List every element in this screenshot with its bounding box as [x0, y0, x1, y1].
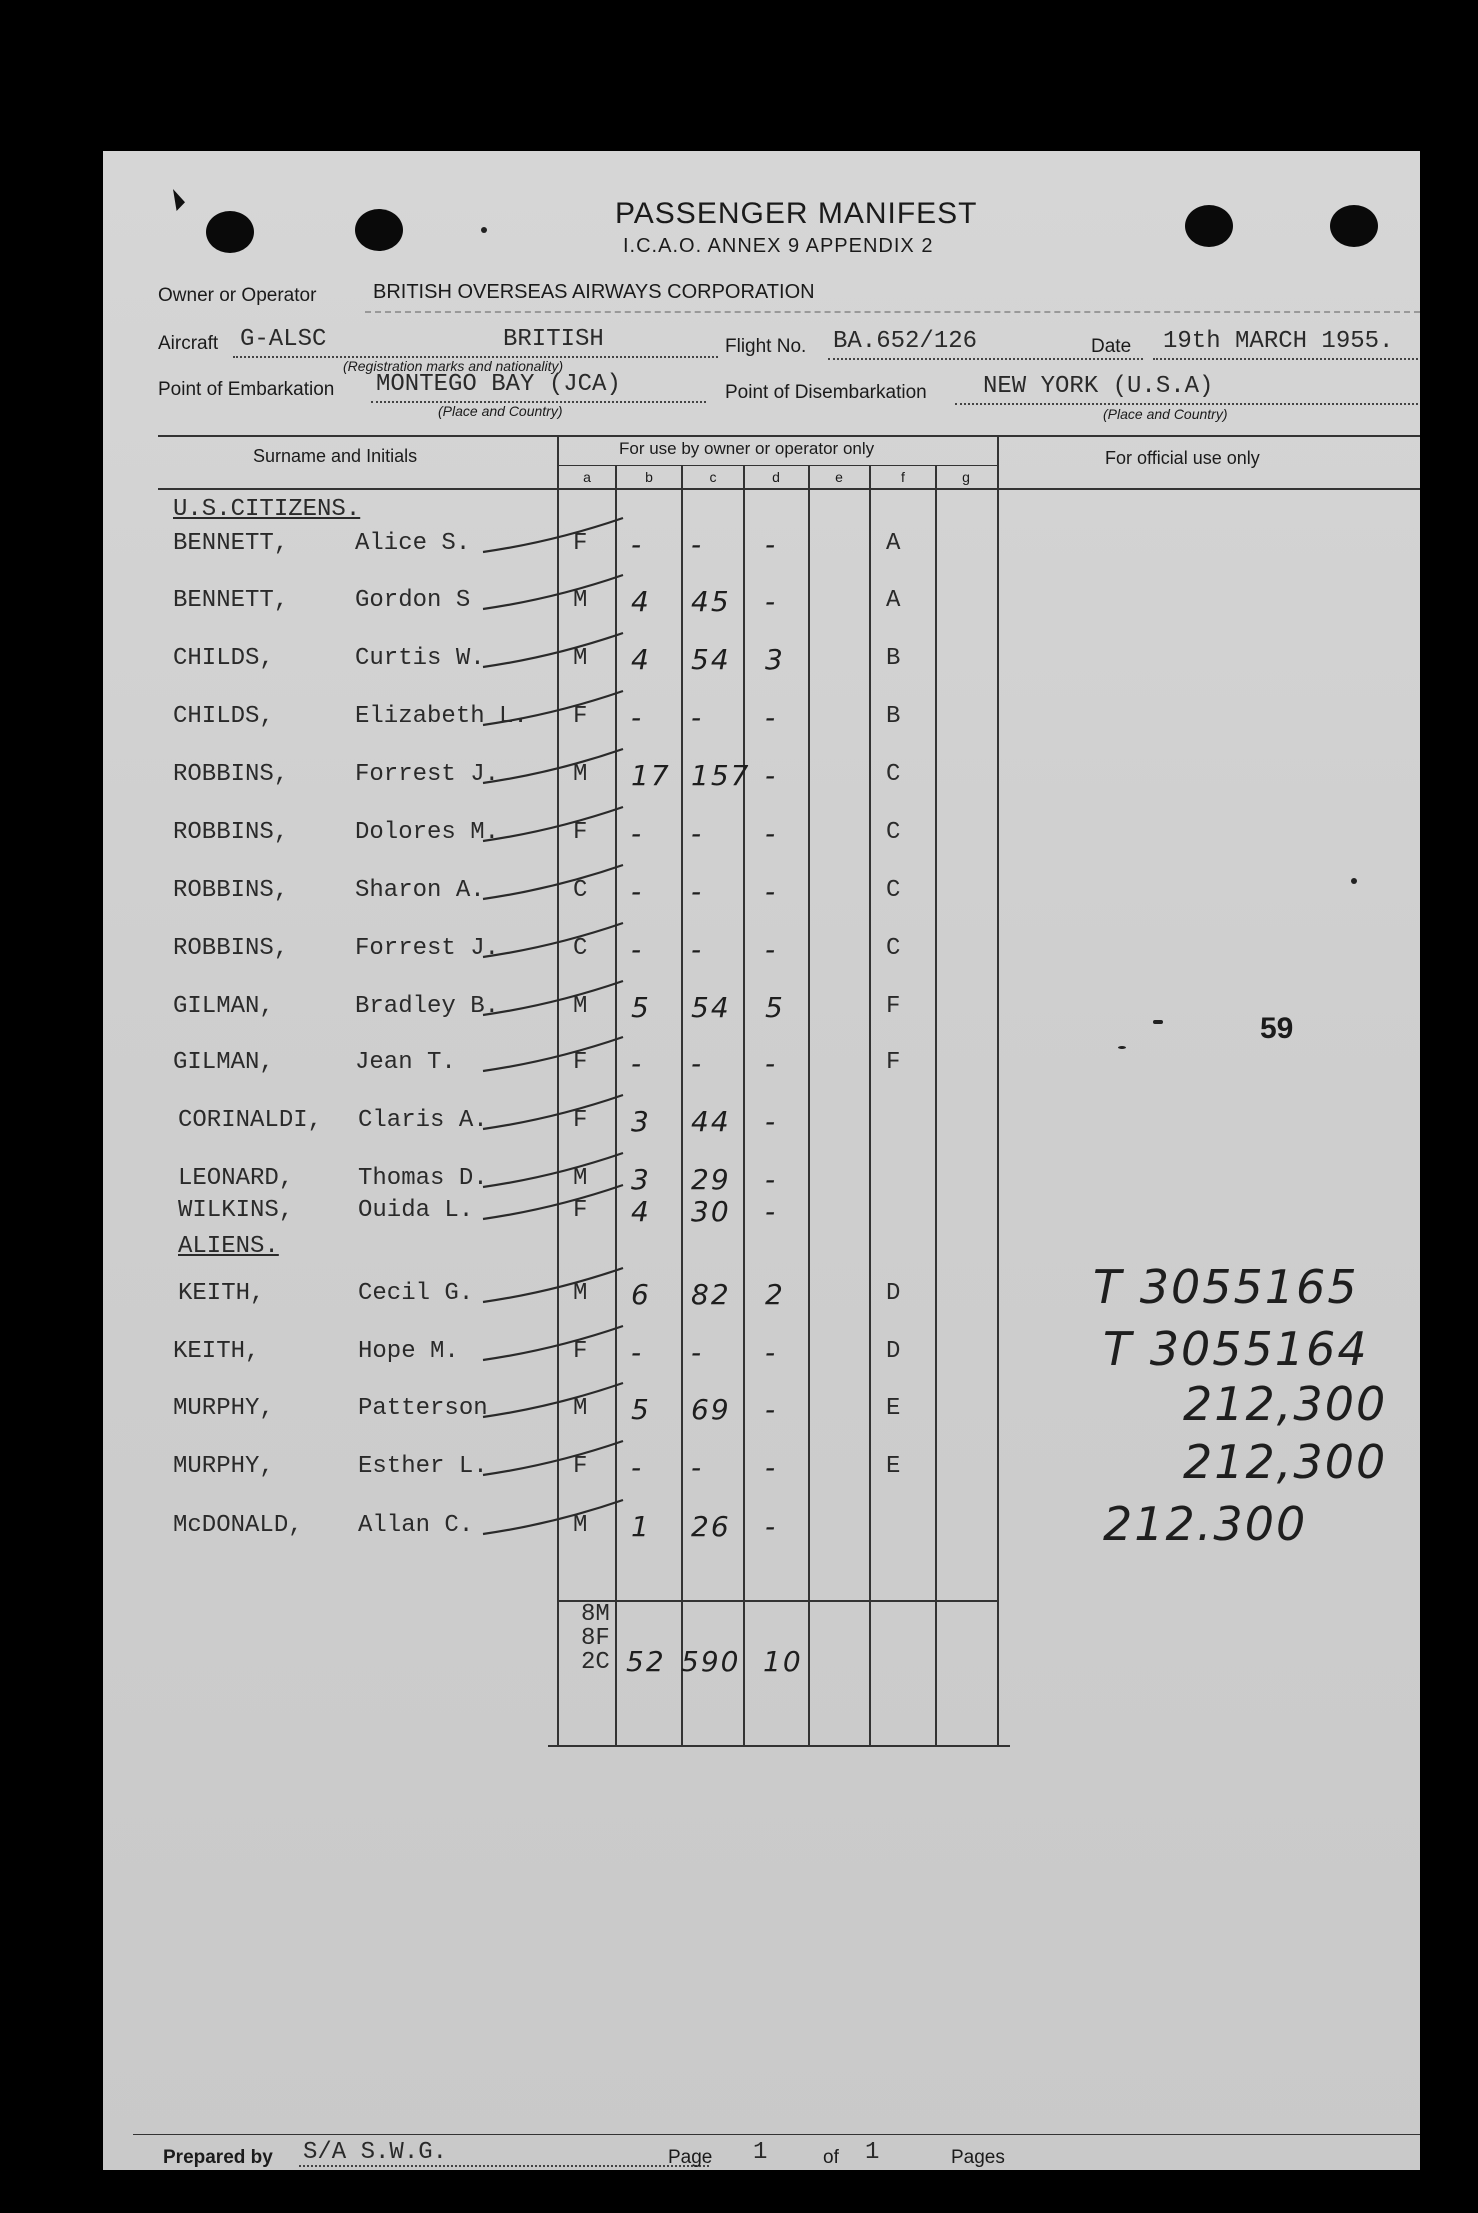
- row-col-d: -: [765, 701, 778, 734]
- page-title: PASSENGER MANIFEST: [615, 197, 978, 230]
- row-col-a: F: [573, 819, 588, 846]
- tick-stroke: [483, 1185, 623, 1219]
- row-col-c: 157: [691, 759, 751, 792]
- row-col-d: -: [765, 1510, 778, 1543]
- manifest-sheet: [103, 151, 1420, 2170]
- tick-stroke: [483, 1326, 623, 1360]
- row-col-d: -: [765, 1393, 778, 1426]
- tick-stroke: [483, 1268, 623, 1302]
- flight-label: Flight No.: [725, 336, 807, 357]
- row-col-a: F: [573, 1049, 588, 1076]
- row-col-f: B: [886, 645, 901, 672]
- row-given-name: Ouida L.: [358, 1197, 474, 1224]
- section-aliens: ALIENS.: [178, 1233, 279, 1260]
- row-col-a: C: [573, 877, 588, 904]
- tick-stroke: [483, 1037, 623, 1071]
- embark-note: (Place and Country): [438, 403, 563, 419]
- row-given-name: Forrest J.: [355, 761, 500, 788]
- pages-label: Pages: [951, 2147, 1005, 2168]
- tick-stroke: [483, 1500, 623, 1534]
- col-f-header: f: [901, 469, 905, 485]
- section-citizens: U.S.CITIZENS.: [173, 496, 361, 523]
- row-col-a: M: [573, 1395, 588, 1422]
- row-surname: KEITH,: [178, 1280, 265, 1307]
- tick-stroke: [483, 1095, 623, 1129]
- row-official-note: 212,300: [1183, 1377, 1388, 1431]
- row-given-name: Jean T.: [355, 1049, 456, 1076]
- row-col-b: 17: [631, 759, 671, 792]
- tick-stroke: [483, 749, 623, 783]
- total-a-male: 8M: [581, 1601, 610, 1628]
- row-given-name: Forrest J.: [355, 935, 500, 962]
- row-col-c: 26: [691, 1510, 731, 1543]
- row-col-b: 4: [631, 585, 651, 618]
- row-col-b: -: [631, 1047, 644, 1080]
- row-col-d: -: [765, 1047, 778, 1080]
- row-col-a: M: [573, 1280, 588, 1307]
- tick-stroke: [483, 1153, 623, 1187]
- row-col-f: A: [886, 587, 901, 614]
- row-col-f: C: [886, 761, 901, 788]
- tick-stroke: [483, 575, 623, 609]
- row-surname: CORINALDI,: [178, 1107, 323, 1134]
- of-label: of: [823, 2147, 839, 2168]
- row-col-b: -: [631, 933, 644, 966]
- row-col-c: 30: [691, 1195, 731, 1228]
- row-surname: ROBBINS,: [173, 935, 289, 962]
- nationality-value: BRITISH: [503, 326, 604, 353]
- row-surname: GILMAN,: [173, 993, 274, 1020]
- row-surname: CHILDS,: [173, 703, 274, 730]
- col-g-header: g: [962, 469, 970, 485]
- row-col-d: -: [765, 759, 778, 792]
- row-col-c: 29: [691, 1163, 731, 1196]
- row-col-d: -: [765, 1451, 778, 1484]
- row-official-note: 212.300: [1103, 1497, 1308, 1551]
- row-col-a: F: [573, 1197, 588, 1224]
- tick-strokes: [103, 151, 1420, 2170]
- row-col-b: 5: [631, 991, 651, 1024]
- row-col-a: F: [573, 530, 588, 557]
- row-surname: BENNETT,: [173, 587, 289, 614]
- row-col-f: A: [886, 530, 901, 557]
- row-col-f: D: [886, 1280, 901, 1307]
- row-col-f: C: [886, 877, 901, 904]
- total-c: 590: [681, 1645, 741, 1678]
- row-col-c: 69: [691, 1393, 731, 1426]
- official-column-header: For official use only: [1105, 448, 1260, 468]
- row-col-c: -: [691, 1336, 704, 1369]
- tick-stroke: [483, 633, 623, 667]
- row-col-b: 5: [631, 1393, 651, 1426]
- operator-group-header: For use by owner or operator only: [619, 439, 875, 458]
- row-given-name: Cecil G.: [358, 1280, 474, 1307]
- row-col-b: 1: [631, 1510, 651, 1543]
- tick-stroke: [483, 807, 623, 841]
- row-col-d: -: [765, 1163, 778, 1196]
- col-b-header: b: [645, 469, 653, 485]
- row-given-name: Esther L.: [358, 1453, 488, 1480]
- row-given-name: Curtis W.: [355, 645, 485, 672]
- row-surname: ROBBINS,: [173, 877, 289, 904]
- row-official-note: 212,300: [1183, 1435, 1388, 1489]
- row-col-b: 4: [631, 1195, 651, 1228]
- page-subtitle: I.C.A.O. ANNEX 9 APPENDIX 2: [623, 235, 934, 257]
- row-col-b: -: [631, 1336, 644, 1369]
- page-label: Page: [668, 2147, 713, 2168]
- row-official-note: T 3055164: [1103, 1322, 1369, 1376]
- row-col-c: -: [691, 528, 704, 561]
- row-col-c: -: [691, 1451, 704, 1484]
- row-given-name: Dolores M.: [355, 819, 500, 846]
- row-official-note: T 3055165: [1093, 1260, 1359, 1314]
- tick-stroke: [483, 1383, 623, 1417]
- embark-value: MONTEGO BAY (JCA): [376, 371, 621, 398]
- row-given-name: Bradley B.: [355, 993, 500, 1020]
- page-value: 1: [753, 2139, 768, 2166]
- row-col-d: -: [765, 1105, 778, 1138]
- row-col-c: 82: [691, 1278, 731, 1311]
- row-surname: MURPHY,: [173, 1395, 274, 1422]
- prepared-label: Prepared by: [163, 2147, 273, 2168]
- row-col-c: -: [691, 933, 704, 966]
- row-col-b: -: [631, 528, 644, 561]
- total-d: 10: [763, 1645, 803, 1678]
- row-col-f: C: [886, 935, 901, 962]
- prepared-value: S/A S.W.G.: [303, 2139, 448, 2166]
- row-surname: BENNETT,: [173, 530, 289, 557]
- registration-note: (Registration marks and nationality): [343, 358, 564, 374]
- row-surname: GILMAN,: [173, 1049, 274, 1076]
- row-given-name: Claris A.: [358, 1107, 488, 1134]
- row-given-name: Alice S.: [355, 530, 471, 557]
- total-b: 52: [626, 1645, 666, 1678]
- row-surname: WILKINS,: [178, 1197, 294, 1224]
- row-col-b: -: [631, 875, 644, 908]
- tick-stroke: [483, 981, 623, 1015]
- row-col-a: M: [573, 1165, 588, 1192]
- row-col-c: -: [691, 875, 704, 908]
- row-col-f: E: [886, 1395, 901, 1422]
- row-col-c: 44: [691, 1105, 731, 1138]
- disembark-value: NEW YORK (U.S.A): [983, 373, 1214, 400]
- flight-value: BA.652/126: [833, 328, 978, 355]
- row-col-a: M: [573, 645, 588, 672]
- tick-stroke: [483, 691, 623, 725]
- tick-stroke: [483, 923, 623, 957]
- row-col-d: -: [765, 1195, 778, 1228]
- row-surname: ROBBINS,: [173, 761, 289, 788]
- of-value: 1: [865, 2139, 880, 2166]
- row-col-c: 45: [691, 585, 731, 618]
- row-given-name: Gordon S: [355, 587, 471, 614]
- row-col-b: 6: [631, 1278, 651, 1311]
- row-col-d: -: [765, 528, 778, 561]
- row-col-d: -: [765, 585, 778, 618]
- date-label: Date: [1091, 336, 1132, 357]
- row-col-a: F: [573, 1453, 588, 1480]
- row-given-name: Allan C.: [358, 1512, 474, 1539]
- disembark-label: Point of Disembarkation: [725, 382, 927, 403]
- embark-label: Point of Embarkation: [158, 379, 335, 400]
- tick-stroke: [483, 518, 623, 552]
- tick-stroke: [483, 1441, 623, 1475]
- row-col-b: -: [631, 701, 644, 734]
- aircraft-label: Aircraft: [158, 333, 219, 354]
- row-surname: KEITH,: [173, 1338, 260, 1365]
- row-col-d: -: [765, 933, 778, 966]
- row-col-f: D: [886, 1338, 901, 1365]
- row-surname: ROBBINS,: [173, 819, 289, 846]
- row-col-d: -: [765, 1336, 778, 1369]
- row-col-d: -: [765, 875, 778, 908]
- row-col-c: 54: [691, 991, 731, 1024]
- disembark-note: (Place and Country): [1103, 406, 1228, 422]
- row-col-a: M: [573, 1512, 588, 1539]
- row-col-a: C: [573, 935, 588, 962]
- row-given-name: Elizabeth L.: [355, 703, 528, 730]
- row-given-name: Patterson: [358, 1395, 488, 1422]
- row-col-c: -: [691, 701, 704, 734]
- row-col-b: -: [631, 817, 644, 850]
- col-c-header: c: [709, 469, 717, 485]
- stamp-number: 59: [1260, 1012, 1294, 1045]
- date-value: 19th MARCH 1955.: [1163, 328, 1394, 355]
- row-col-a: F: [573, 1338, 588, 1365]
- total-a-children: 2C: [581, 1649, 610, 1676]
- row-col-d: 3: [765, 643, 785, 676]
- row-col-f: F: [886, 1049, 901, 1076]
- surname-column-header: Surname and Initials: [253, 446, 418, 466]
- row-col-c: -: [691, 1047, 704, 1080]
- col-e-header: e: [835, 469, 843, 485]
- row-col-d: 5: [765, 991, 785, 1024]
- row-surname: McDONALD,: [173, 1512, 303, 1539]
- row-col-a: F: [573, 703, 588, 730]
- row-col-d: -: [765, 817, 778, 850]
- row-col-a: M: [573, 761, 588, 788]
- row-given-name: Thomas D.: [358, 1165, 488, 1192]
- aircraft-value: G-ALSC: [240, 326, 327, 353]
- row-surname: LEONARD,: [178, 1165, 294, 1192]
- row-given-name: Sharon A.: [355, 877, 485, 904]
- total-a-female: 8F: [581, 1625, 610, 1652]
- tick-stroke: [483, 865, 623, 899]
- row-col-c: -: [691, 817, 704, 850]
- col-d-header: d: [772, 469, 780, 485]
- row-surname: CHILDS,: [173, 645, 274, 672]
- row-col-f: F: [886, 993, 901, 1020]
- row-col-f: E: [886, 1453, 901, 1480]
- row-col-b: 3: [631, 1163, 651, 1196]
- row-col-b: 3: [631, 1105, 651, 1138]
- row-col-c: 54: [691, 643, 731, 676]
- row-col-d: 2: [765, 1278, 785, 1311]
- row-col-a: M: [573, 993, 588, 1020]
- row-surname: MURPHY,: [173, 1453, 274, 1480]
- owner-value: BRITISH OVERSEAS AIRWAYS CORPORATION: [373, 281, 815, 303]
- row-col-a: F: [573, 1107, 588, 1134]
- owner-label: Owner or Operator: [158, 285, 317, 306]
- row-col-f: C: [886, 819, 901, 846]
- row-given-name: Hope M.: [358, 1338, 459, 1365]
- row-col-b: -: [631, 1451, 644, 1484]
- row-col-a: M: [573, 587, 588, 614]
- col-a-header: a: [583, 469, 591, 485]
- row-col-b: 4: [631, 643, 651, 676]
- row-col-f: B: [886, 703, 901, 730]
